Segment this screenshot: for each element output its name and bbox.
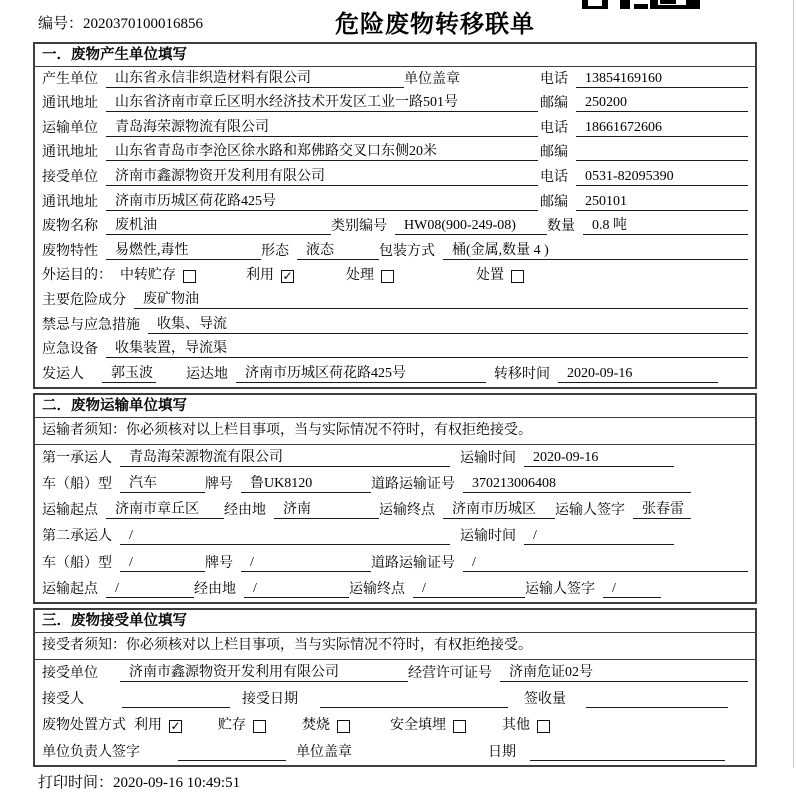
form-row [35, 686, 755, 712]
checkbox-checked-icon[interactable]: ✓ [282, 269, 293, 284]
checkbox-field [502, 717, 550, 734]
field-label: 车（船）型 [42, 477, 112, 493]
field-value: 济南危证02号 [500, 664, 748, 682]
checkbox-label: 贮存 [218, 718, 246, 734]
form-row [35, 67, 755, 92]
form-row [35, 313, 755, 338]
checkbox-unchecked-icon[interactable] [453, 720, 466, 733]
field-label: 单位盖章 [404, 71, 460, 87]
field-value: 山东省青岛市李沧区徐水路和郑佛路交叉口东侧20米 [106, 143, 538, 161]
field-label: 经营许可证号 [408, 666, 492, 682]
print-time-label: 打印时间： [38, 774, 114, 791]
field-label: 禁忌与应急措施 [42, 317, 140, 333]
field-value: 济南市鑫源物资开发利用有限公司 [106, 168, 538, 186]
checkbox-label: 处置 [476, 268, 504, 284]
form-row [35, 338, 755, 363]
section-producer [33, 42, 757, 389]
field-value: 2020-09-16 [558, 365, 718, 383]
field-label: 类别编号 [331, 219, 387, 235]
field-value: 370213006408 [463, 475, 691, 493]
field-label: 废物处置方式 [42, 718, 126, 734]
field-value: 济南 [274, 501, 379, 519]
section-title: 二．废物运输单位填写 [35, 395, 755, 418]
field-value: 废机油 [106, 217, 331, 235]
field-label: 接受单位 [42, 666, 98, 682]
checkbox-checked-icon[interactable]: ✓ [170, 719, 181, 734]
field-label: 运输时间 [460, 529, 516, 545]
section-transporter [33, 393, 757, 604]
checkbox-label: 中转贮存 [120, 268, 176, 284]
field-value: / [241, 554, 371, 572]
field-value: 济南市章丘区 [106, 501, 224, 519]
checkbox-field [390, 717, 466, 734]
field-label: 主要危险成分 [42, 292, 126, 308]
field-value: 汽车 [120, 475, 205, 493]
field-label: 通讯地址 [42, 145, 98, 161]
form-row [35, 264, 755, 289]
form-row [35, 738, 755, 764]
document-header [0, 0, 796, 42]
form-row [35, 116, 755, 141]
form-row [35, 712, 755, 738]
document-number-label: 编号： [38, 16, 84, 32]
form-row [35, 92, 755, 117]
field-label: 签收量 [524, 692, 566, 708]
checkbox-unchecked-icon[interactable] [537, 720, 550, 733]
field-value: / [106, 580, 194, 598]
field-value: 郭玉波 [102, 365, 156, 383]
form-row [35, 362, 755, 387]
field-value: 0.8 吨 [583, 217, 748, 235]
field-label: 邮编 [540, 96, 568, 112]
field-value: 张春雷 [633, 501, 691, 519]
checkbox-field [476, 267, 524, 284]
field-label: 运输时间 [460, 450, 516, 466]
field-value: 济南市鑫源物资开发利用有限公司 [120, 664, 408, 682]
field-value: 鲁UK8120 [241, 475, 371, 493]
field-label: 第一承运人 [42, 450, 112, 466]
section-title: 三．废物接受单位填写 [35, 610, 755, 633]
form-row [35, 190, 755, 215]
field-label: 电话 [540, 71, 568, 87]
field-label: 电话 [540, 169, 568, 185]
field-label: 产生单位 [42, 71, 98, 87]
field-label: 运达地 [186, 366, 228, 382]
form-row [35, 215, 755, 240]
field-label: 单位负责人签字 [42, 744, 140, 760]
section-receiver [33, 608, 757, 767]
field-value: 0531-82095390 [576, 168, 748, 186]
form-row [35, 288, 755, 313]
field-label: 邮编 [540, 145, 568, 161]
checkbox-label: 利用 [134, 718, 162, 734]
blank-field [122, 691, 230, 708]
form-row [35, 497, 755, 523]
field-value: 济南市历城区荷花路425号 [236, 365, 486, 383]
field-label: 运输终点 [379, 503, 435, 519]
form-row [35, 660, 755, 686]
checkbox-label: 利用 [246, 268, 274, 284]
field-label: 转移时间 [494, 366, 550, 382]
field-value: / [524, 527, 674, 545]
field-value: 250101 [576, 193, 748, 211]
field-label: 运输人签字 [555, 503, 625, 519]
checkbox-unchecked-icon[interactable] [253, 720, 266, 733]
form-row [35, 141, 755, 166]
field-label: 运输人签字 [525, 581, 595, 597]
page-edge-divider [793, 0, 794, 768]
section-note: 运输者须知：你必须核对以上栏目事项，当与实际情况不符时，有权拒绝接受。 [35, 418, 755, 445]
field-label: 邮编 [540, 194, 568, 210]
blank-field [576, 144, 748, 161]
field-label: 形态 [261, 243, 289, 259]
field-label: 第二承运人 [42, 529, 112, 545]
qr-code-fragment-icon [582, 0, 702, 9]
blank-field [320, 691, 508, 708]
checkbox-unchecked-icon[interactable] [511, 270, 524, 283]
form-row [35, 523, 755, 549]
blank-field [178, 744, 286, 761]
checkbox-label: 其他 [502, 718, 530, 734]
field-value: 青岛海荣源物流有限公司 [106, 119, 538, 137]
checkbox-unchecked-icon[interactable] [381, 270, 394, 283]
field-label: 运输起点 [42, 581, 98, 597]
field-value: 液态 [297, 242, 379, 260]
field-value: 桶(金属,数量 4 ) [443, 242, 748, 260]
checkbox-unchecked-icon[interactable] [183, 270, 196, 283]
field-label: 日期 [488, 744, 516, 760]
field-value: 收集、导流 [148, 316, 748, 334]
blank-field [586, 691, 728, 708]
field-value: 济南市历城区荷花路425号 [106, 193, 538, 211]
field-label: 牌号 [205, 555, 233, 571]
field-label: 外运目的： [42, 268, 112, 284]
field-label: 通讯地址 [42, 194, 98, 210]
page-title: 危险废物转移联单 [335, 12, 535, 38]
checkbox-label: 安全填埋 [390, 718, 446, 734]
checkbox-field [246, 267, 294, 284]
field-label: 废物特性 [42, 243, 98, 259]
field-value: / [603, 580, 661, 598]
field-value: 废矿物油 [134, 291, 748, 309]
document-number-value: 2020370100016856 [83, 16, 204, 32]
field-label: 电话 [540, 120, 568, 136]
checkbox-field [120, 267, 196, 284]
field-label: 经由地 [224, 503, 266, 519]
field-value: 13854169160 [576, 70, 748, 88]
field-value: 250200 [576, 94, 748, 112]
checkbox-field [134, 717, 182, 734]
checkbox-field [302, 717, 350, 734]
field-value: / [413, 580, 525, 598]
field-label: 运输起点 [42, 503, 98, 519]
field-value: / [120, 554, 205, 572]
print-time [38, 771, 796, 792]
field-label: 废物名称 [42, 219, 98, 235]
section-note: 接受者须知：你必须核对以上栏目事项，当与实际情况不符时，有权拒绝接受。 [35, 633, 755, 660]
form-row [35, 239, 755, 264]
field-label: 数量 [547, 219, 575, 235]
form-row [35, 549, 755, 575]
field-label: 道路运输证号 [371, 477, 455, 493]
field-label: 应急设备 [42, 342, 98, 358]
checkbox-field [218, 717, 266, 734]
field-value: 济南市历城区 [443, 501, 555, 519]
form-row [35, 165, 755, 190]
field-value: HW08(900-249-08) [395, 217, 547, 235]
checkbox-label: 焚烧 [302, 718, 330, 734]
checkbox-unchecked-icon[interactable] [337, 720, 350, 733]
field-label: 接受日期 [242, 692, 298, 708]
print-time-value: 2020-09-16 10:49:51 [113, 774, 241, 791]
field-value: 收集装置，导流渠 [106, 340, 748, 358]
field-label: 包装方式 [379, 243, 435, 259]
form-row [35, 471, 755, 497]
field-label: 单位盖章 [296, 744, 352, 760]
field-label: 发运人 [42, 366, 84, 382]
field-value: 18661672606 [576, 119, 748, 137]
field-label: 车（船）型 [42, 555, 112, 571]
field-value: 青岛海荣源物流有限公司 [120, 449, 450, 467]
field-value: 山东省济南市章丘区明水经济技术开发区工业一路501号 [106, 94, 538, 112]
form-row [35, 445, 755, 471]
field-label: 经由地 [194, 581, 236, 597]
section-title: 一．废物产生单位填写 [35, 44, 755, 67]
form-sections [33, 42, 757, 767]
field-label: 牌号 [205, 477, 233, 493]
field-label: 运输终点 [349, 581, 405, 597]
field-value: / [463, 554, 748, 572]
field-value: / [244, 580, 349, 598]
field-value: 2020-09-16 [524, 449, 674, 467]
checkbox-label: 处理 [346, 268, 374, 284]
field-label: 接受单位 [42, 169, 98, 185]
document-number [38, 12, 203, 33]
blank-field [530, 744, 725, 761]
field-label: 道路运输证号 [371, 555, 455, 571]
form-row [35, 576, 755, 602]
checkbox-field [346, 267, 394, 284]
field-label: 运输单位 [42, 120, 98, 136]
field-label: 接受人 [42, 692, 84, 708]
field-value: / [120, 527, 450, 545]
field-value: 山东省永信非织造材料有限公司 [106, 70, 404, 88]
field-value: 易燃性,毒性 [106, 242, 261, 260]
field-label: 通讯地址 [42, 96, 98, 112]
